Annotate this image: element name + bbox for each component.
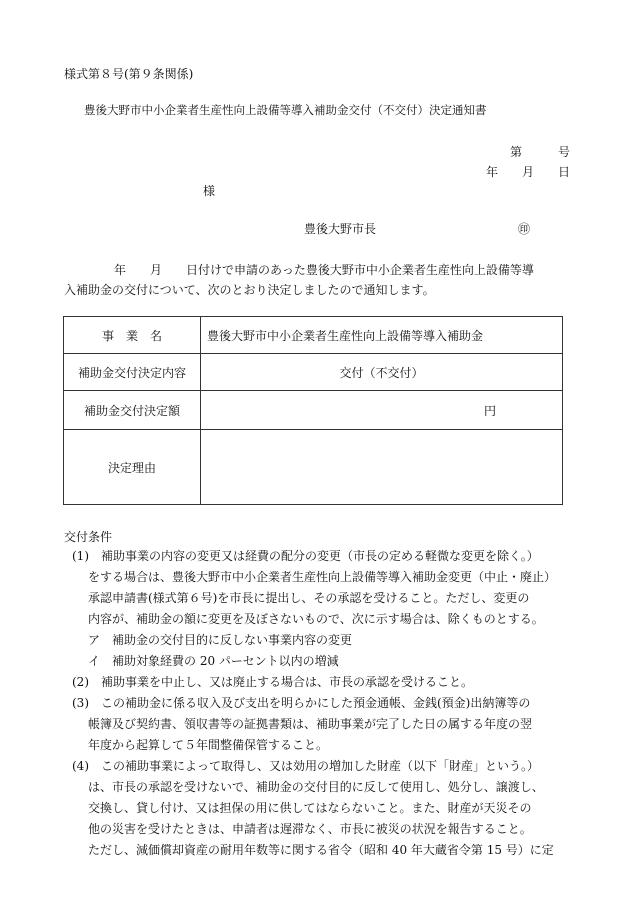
amount-label: 補助金交付決定額: [64, 391, 201, 430]
condition-line: 内容が、補助金の額に変更を及ぼさないもので、次に示す場合は、除くものとする。: [88, 612, 544, 626]
document-number: 第 号: [509, 145, 570, 159]
form-number: 様式第８号(第９条関係): [64, 67, 194, 81]
intro-text-line-1: 年 月 日付けで申請のあった豊後大野市中小企業者生産性向上設備等導: [114, 263, 534, 277]
condition-line: 帳簿及び契約書、領収書等の証拠書類は、補助事業が完了した日の属する年度の翌: [88, 717, 533, 731]
condition-line: ア 補助金の交付目的に反しない事業内容の変更: [88, 633, 353, 647]
table-row-content: [64, 354, 563, 391]
condition-line: は、市長の承認を受けないで、補助金の交付目的に反して使用し、処分し、譲渡し、: [88, 780, 544, 794]
condition-line: ただし、減価償却資産の耐用年数等に関する省令（昭和 40 年大蔵省令第 15 号）に定: [88, 843, 554, 857]
recipient-suffix: 様: [203, 184, 216, 198]
condition-line: (3) この補助金に係る収入及び支出を明らかにした預金通帳、金銭(預金)出納簿等の: [72, 696, 531, 710]
condition-line: 承認申請書(様式第６号)を市長に提出し、その承認を受けること。ただし、変更の: [88, 591, 530, 605]
content-value: 交付（不交付）: [201, 354, 563, 391]
condition-line: 他の災害を受けたときは、申請者は遅滞なく、市長に被災の状況を報告すること。: [88, 822, 532, 836]
reason-label: 決定理由: [64, 430, 201, 505]
condition-line: (1) 補助事業の内容の変更又は経費の配分の変更（市長の定める軽微な変更を除く。）: [72, 549, 539, 563]
condition-line: 交換し、貸し付け、又は担保の用に供してはならないこと。また、財産が天災その: [88, 801, 532, 815]
seal-mark: ㊞: [518, 222, 531, 236]
table-row-amount: [64, 391, 563, 430]
reason-value: [201, 430, 563, 505]
conditions-heading: 交付条件: [64, 530, 113, 544]
table-row-project: [64, 317, 563, 354]
condition-line: をする場合は、豊後大野市中小企業者生産性向上設備等導入補助金変更（中止・廃止）: [88, 570, 557, 584]
decision-table: [63, 316, 563, 505]
condition-line: 年度から起算して５年間整備保管すること。: [88, 738, 329, 752]
document-date: 年 月 日: [485, 165, 570, 179]
project-value: 豊後大野市中小企業者生産性向上設備等導入補助金: [201, 317, 563, 354]
sender-name: 豊後大野市長: [304, 222, 377, 236]
project-label: 事 業 名: [64, 317, 201, 354]
condition-line: (4) この補助事業によって取得し、又は効用の増加した財産（以下「財産」という。）: [72, 759, 540, 773]
document-title: 豊後大野市中小企業者生産性向上設備等導入補助金交付（不交付）決定通知書: [84, 103, 487, 117]
intro-text-line-2: 入補助金の交付について、次のとおり決定しましたので通知します。: [64, 283, 435, 297]
condition-line: イ 補助対象経費の 20 パーセント以内の増減: [88, 654, 339, 668]
content-label: 補助金交付決定内容: [64, 354, 201, 391]
amount-unit: 円: [201, 391, 563, 430]
condition-line: (2) 補助事業を中止し、又は廃止する場合は、市長の承認を受けること。: [72, 675, 474, 689]
table-row-reason: [64, 430, 563, 505]
